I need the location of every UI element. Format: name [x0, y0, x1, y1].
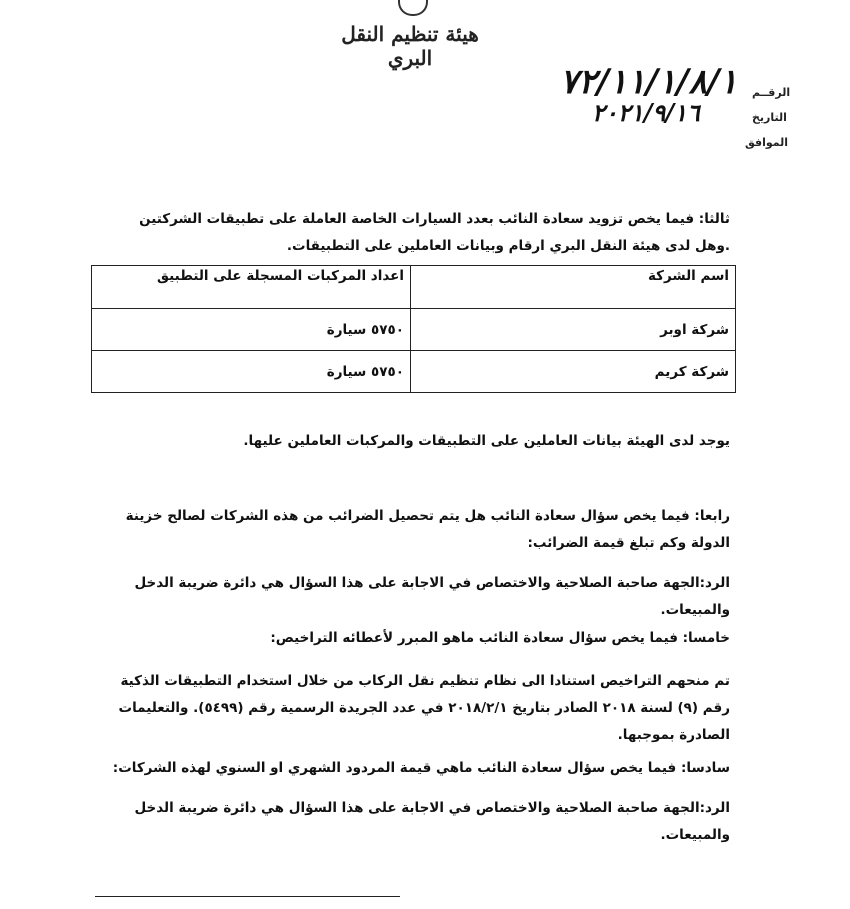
- vehicles-table: [91, 265, 736, 393]
- table-header-vehicles: اعداد المركبات المسجلة على التطبيق: [92, 266, 411, 309]
- section-three-text: ثالثا: فيما يخص تزويد سعادة النائب بعدد السيارات الخاصة العاملة على تطبيقات الشركتين .وهل لدى هيئة النقل البري ارقام وبيانات العاملين على التطبيقات.: [139, 211, 730, 254]
- reference-number-label: الرقــم: [752, 86, 791, 99]
- section-four-question: رابعا: فيما يخص سؤال سعادة النائب هل يتم تحصيل الضرائب من هذه الشركات لصالح خزينة الدولة وكم تبلغ قيمة الضرائب:: [125, 508, 730, 551]
- organization-name: هيئة تنظيم النقل البري: [341, 22, 479, 70]
- reference-date-label: التاريخ: [752, 111, 787, 124]
- reference-corresponding-label: الموافق: [745, 136, 789, 149]
- organization-emblem: [398, 0, 428, 16]
- data-availability-note: يوجد لدى الهيئة بيانات العاملين على التطبيقات والمركبات العاملين عليها.: [243, 433, 730, 449]
- table-cell-company: شركة كريم: [411, 351, 736, 393]
- table-cell-vehicles: ٥٧٥٠ سيارة: [92, 309, 411, 351]
- section-five-answer: تم منحهم التراخيص استنادا الى نظام تنظيم نقل الركاب من خلال استخدام التطبيقات الذكية رقم (٩) لسنة ٢٠١٨ الصادر بتاريخ ٢٠١٨/٢/١ في عدد الجريدة الرسمية رقم (٥٤٩٩). والتعليمات الصادرة بموجبها.: [118, 673, 730, 743]
- table-row: [92, 309, 736, 351]
- section-four-answer: الرد:الجهة صاحبة الصلاحية والاختصاص في الاجابة على هذا السؤال هي دائرة ضريبة الدخل والمبيعات.: [134, 575, 730, 618]
- footer-divider: [95, 896, 400, 897]
- section-six-answer: الرد:الجهة صاحبة الصلاحية والاختصاص في الاجابة على هذا السؤال هي دائرة ضريبة الدخل والمبيعات.: [134, 800, 730, 843]
- table-header-row: [92, 266, 736, 309]
- table-cell-company: شركة اوبر: [411, 309, 736, 351]
- reference-date: ٢٠٢١/٩/١٦: [592, 98, 700, 127]
- table-cell-vehicles: ٥٧٥٠ سيارة: [92, 351, 411, 393]
- reference-number: ٧٢/١١/١/٨/١: [560, 62, 738, 102]
- table-row: [92, 351, 736, 393]
- section-five-question: خامسا: فيما يخص سؤال سعادة النائب ماهو المبرر لأعطائه التراخيص:: [270, 630, 730, 646]
- section-six-question: سادسا: فيما يخص سؤال سعادة النائب ماهي قيمة المردود الشهري او السنوي لهذه الشركات:: [112, 760, 730, 776]
- table-header-company: اسم الشركة: [411, 266, 736, 309]
